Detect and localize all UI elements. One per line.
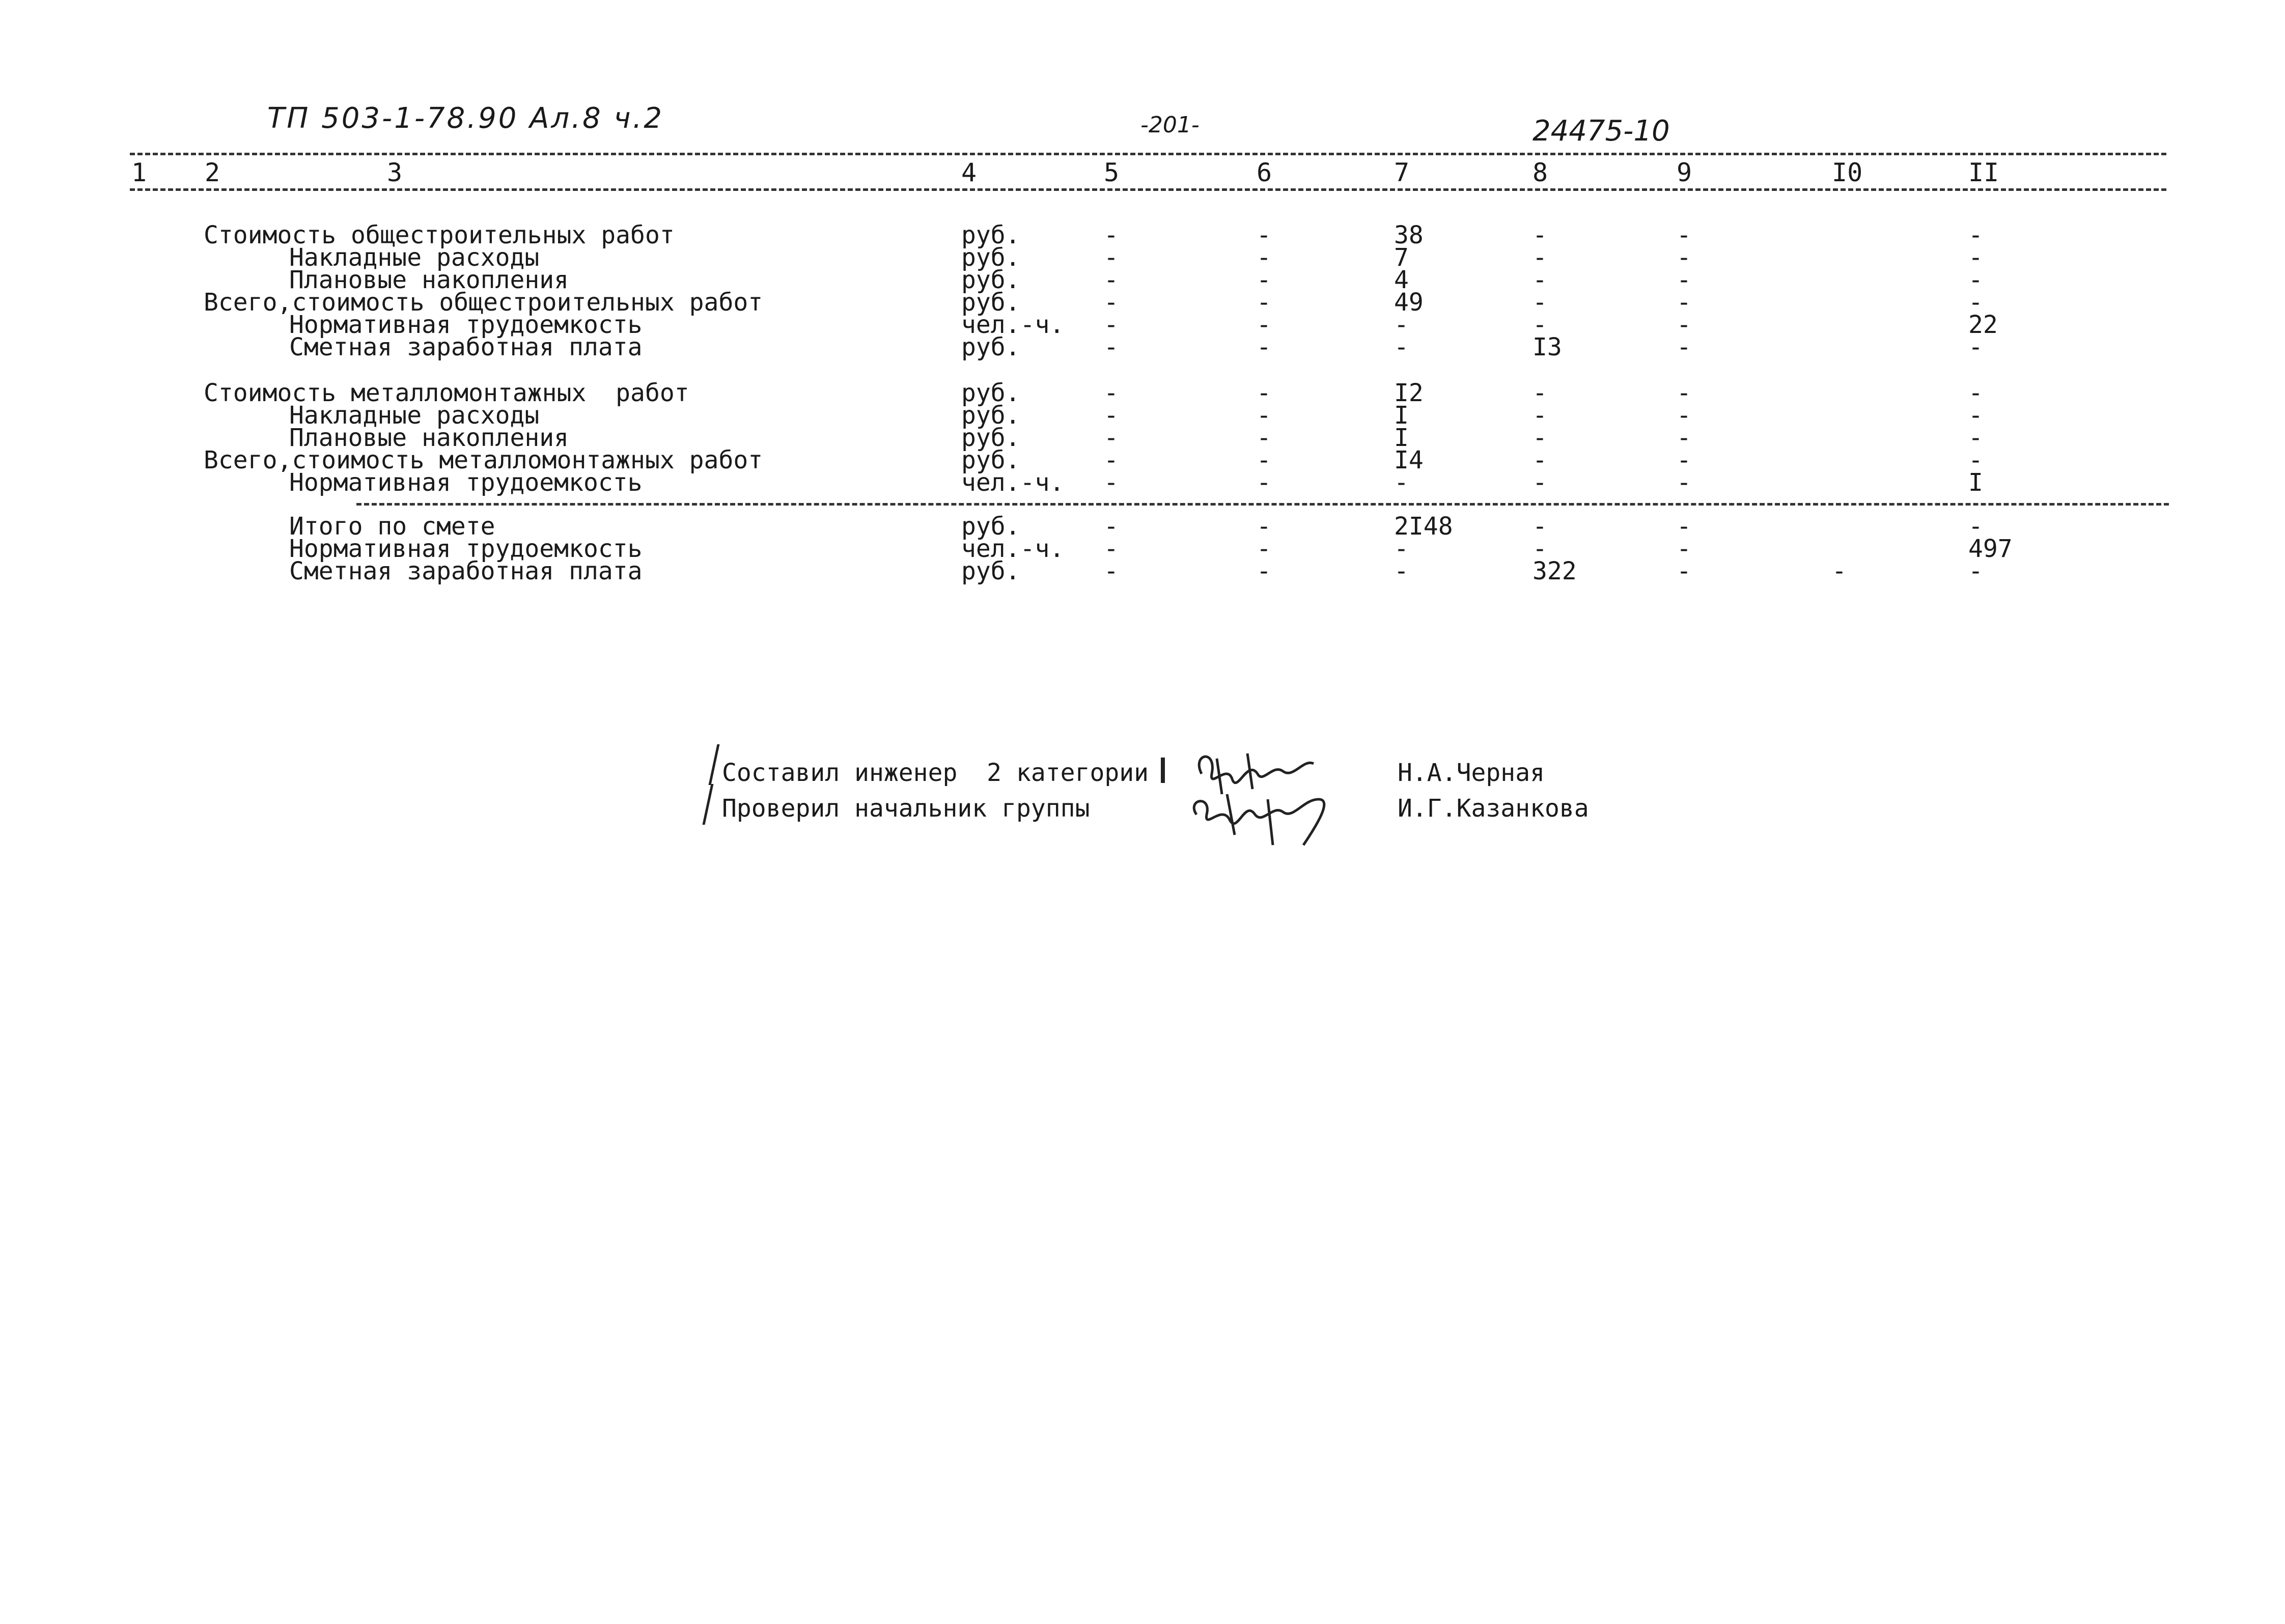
col-5-cell: - xyxy=(1104,243,1119,272)
col-9-cell: - xyxy=(1677,401,1691,430)
col-7-cell: - xyxy=(1394,535,1409,563)
col-9-cell: - xyxy=(1677,557,1691,585)
column-number: 8 xyxy=(1532,158,1548,187)
col-6-cell: - xyxy=(1257,557,1271,585)
column-number: 5 xyxy=(1104,158,1120,187)
column-number: 1 xyxy=(131,158,147,187)
col-11-cell: - xyxy=(1968,243,1983,272)
composed-by-label: Составил инженер 2 категории xyxy=(722,759,1149,787)
row-name: Накладные расходы xyxy=(289,401,540,430)
document-number: 24475-10 xyxy=(1532,115,1670,148)
unit-cell: руб. xyxy=(961,333,1020,361)
col-6-cell: - xyxy=(1257,221,1271,249)
col-8-cell: - xyxy=(1532,311,1547,339)
column-number: 2 xyxy=(205,158,220,187)
col-8-cell: - xyxy=(1532,288,1547,317)
col-6-cell: - xyxy=(1257,379,1271,407)
col-8-cell: - xyxy=(1532,446,1547,474)
col-7-cell: - xyxy=(1394,333,1409,361)
col-6-cell: - xyxy=(1257,288,1271,317)
col-6-cell: - xyxy=(1257,424,1271,452)
unit-cell: руб. xyxy=(961,446,1020,474)
unit-cell: руб. xyxy=(961,288,1020,317)
row-name: Плановые накопления xyxy=(289,266,569,294)
col-6-cell: - xyxy=(1257,333,1271,361)
slash-mark xyxy=(708,744,719,785)
row-name: Плановые накопления xyxy=(289,424,569,452)
unit-cell: руб. xyxy=(961,557,1020,585)
handwritten-signature xyxy=(1186,743,1349,860)
col-7-cell: I4 xyxy=(1394,446,1424,474)
col-9-cell: - xyxy=(1677,512,1691,541)
col-7-cell: - xyxy=(1394,557,1409,585)
unit-cell: руб. xyxy=(961,221,1020,249)
col-5-cell: - xyxy=(1104,311,1119,339)
col-8-cell: - xyxy=(1532,266,1547,294)
col-7-cell: I2 xyxy=(1394,379,1424,407)
row-name: Сметная заработная плата xyxy=(289,557,643,585)
unit-cell: руб. xyxy=(961,243,1020,272)
col-6-cell: - xyxy=(1257,311,1271,339)
col-5-cell: - xyxy=(1104,557,1119,585)
col-5-cell: - xyxy=(1104,266,1119,294)
unit-cell: руб. xyxy=(961,266,1020,294)
col-5-cell: - xyxy=(1104,401,1119,430)
col-8-cell: I3 xyxy=(1532,333,1562,361)
col-7-cell: 2I48 xyxy=(1394,512,1453,541)
row-name: Нормативная трудоемкость xyxy=(289,535,643,563)
col-7-cell: 7 xyxy=(1394,243,1409,272)
table-row xyxy=(0,333,2285,361)
col-11-cell: - xyxy=(1968,333,1983,361)
col-8-cell: - xyxy=(1532,512,1547,541)
col-9-cell: - xyxy=(1677,535,1691,563)
column-number-rule xyxy=(130,188,2166,191)
row-name: Нормативная трудоемкость xyxy=(289,311,643,339)
col-5-cell: - xyxy=(1104,512,1119,541)
col-5-cell: - xyxy=(1104,535,1119,563)
column-number: 3 xyxy=(387,158,403,187)
col-6-cell: - xyxy=(1257,535,1271,563)
row-name: Итого по смете xyxy=(289,512,495,541)
checked-by-label: Проверил начальник группы xyxy=(722,794,1090,823)
col-7-cell: 49 xyxy=(1394,288,1424,317)
unit-cell: руб. xyxy=(961,401,1020,430)
composed-by-name: Н.А.Черная xyxy=(1398,759,1545,787)
unit-cell: чел.-ч. xyxy=(961,535,1065,563)
col-8-cell: - xyxy=(1532,379,1547,407)
col-5-cell: - xyxy=(1104,288,1119,317)
col-5-cell: - xyxy=(1104,333,1119,361)
col-7-cell: - xyxy=(1394,468,1409,497)
col-9-cell: - xyxy=(1677,266,1691,294)
col-11-cell: - xyxy=(1968,512,1983,541)
col-7-cell: 38 xyxy=(1394,221,1424,249)
col-5-cell: - xyxy=(1104,424,1119,452)
col-11-cell: - xyxy=(1968,288,1983,317)
col-6-cell: - xyxy=(1257,401,1271,430)
col-9-cell: - xyxy=(1677,424,1691,452)
unit-cell: руб. xyxy=(961,379,1020,407)
col-7-cell: 4 xyxy=(1394,266,1409,294)
col-7-cell: - xyxy=(1394,311,1409,339)
col-6-cell: - xyxy=(1257,468,1271,497)
row-name: Накладные расходы xyxy=(289,243,540,272)
document-code: ТП 503-1-78.90 Ал.8 ч.2 xyxy=(267,102,664,135)
row-name: Всего,стоимость металломонтажных работ xyxy=(204,446,763,474)
tick-mark xyxy=(1161,758,1165,783)
column-number: I0 xyxy=(1832,158,1863,187)
col-9-cell: - xyxy=(1677,379,1691,407)
slash-mark xyxy=(702,784,713,825)
column-number: 7 xyxy=(1394,158,1410,187)
col-11-cell: - xyxy=(1968,401,1983,430)
col-9-cell: - xyxy=(1677,243,1691,272)
col-7-cell: I xyxy=(1394,424,1409,452)
col-9-cell: - xyxy=(1677,446,1691,474)
row-name: Стоимость металломонтажных работ xyxy=(204,379,689,407)
col-11-cell: 497 xyxy=(1968,535,2013,563)
col-11-cell: - xyxy=(1968,424,1983,452)
col-11-cell: - xyxy=(1968,379,1983,407)
col-8-cell: - xyxy=(1532,535,1547,563)
col-10-cell: - xyxy=(1832,557,1847,585)
col-5-cell: - xyxy=(1104,221,1119,249)
col-11-cell: 22 xyxy=(1968,311,1998,339)
table-row xyxy=(0,557,2285,585)
unit-cell: чел.-ч. xyxy=(961,311,1065,339)
col-5-cell: - xyxy=(1104,379,1119,407)
col-8-cell: - xyxy=(1532,424,1547,452)
row-name: Нормативная трудоемкость xyxy=(289,468,643,497)
col-9-cell: - xyxy=(1677,221,1691,249)
col-11-cell: - xyxy=(1968,221,1983,249)
checked-by-name: И.Г.Казанкова xyxy=(1398,794,1589,823)
col-8-cell: - xyxy=(1532,401,1547,430)
col-11-cell: - xyxy=(1968,266,1983,294)
col-9-cell: - xyxy=(1677,311,1691,339)
unit-cell: руб. xyxy=(961,512,1020,541)
table-row xyxy=(0,468,2285,497)
column-number: 4 xyxy=(961,158,977,187)
unit-cell: чел.-ч. xyxy=(961,468,1065,497)
row-name: Сметная заработная плата xyxy=(289,333,643,361)
col-11-cell: - xyxy=(1968,446,1983,474)
col-6-cell: - xyxy=(1257,512,1271,541)
col-8-cell: - xyxy=(1532,221,1547,249)
col-7-cell: I xyxy=(1394,401,1409,430)
col-6-cell: - xyxy=(1257,266,1271,294)
col-11-cell: - xyxy=(1968,557,1983,585)
col-8-cell: - xyxy=(1532,468,1547,497)
col-5-cell: - xyxy=(1104,446,1119,474)
col-9-cell: - xyxy=(1677,288,1691,317)
column-number: II xyxy=(1968,158,1999,187)
col-9-cell: - xyxy=(1677,468,1691,497)
col-6-cell: - xyxy=(1257,446,1271,474)
column-number: 9 xyxy=(1677,158,1692,187)
row-name: Всего,стоимость общестроительных работ xyxy=(204,288,763,317)
top-rule xyxy=(130,153,2166,155)
row-name: Стоимость общестроительных работ xyxy=(204,221,675,249)
col-6-cell: - xyxy=(1257,243,1271,272)
col-8-cell: - xyxy=(1532,243,1547,272)
col-5-cell: - xyxy=(1104,468,1119,497)
col-8-cell: 322 xyxy=(1532,557,1577,585)
col-9-cell: - xyxy=(1677,333,1691,361)
total-separator-rule xyxy=(356,503,2169,506)
col-11-cell: I xyxy=(1968,468,1983,497)
page-number: -201- xyxy=(1140,112,1200,138)
column-number: 6 xyxy=(1257,158,1272,187)
unit-cell: руб. xyxy=(961,424,1020,452)
